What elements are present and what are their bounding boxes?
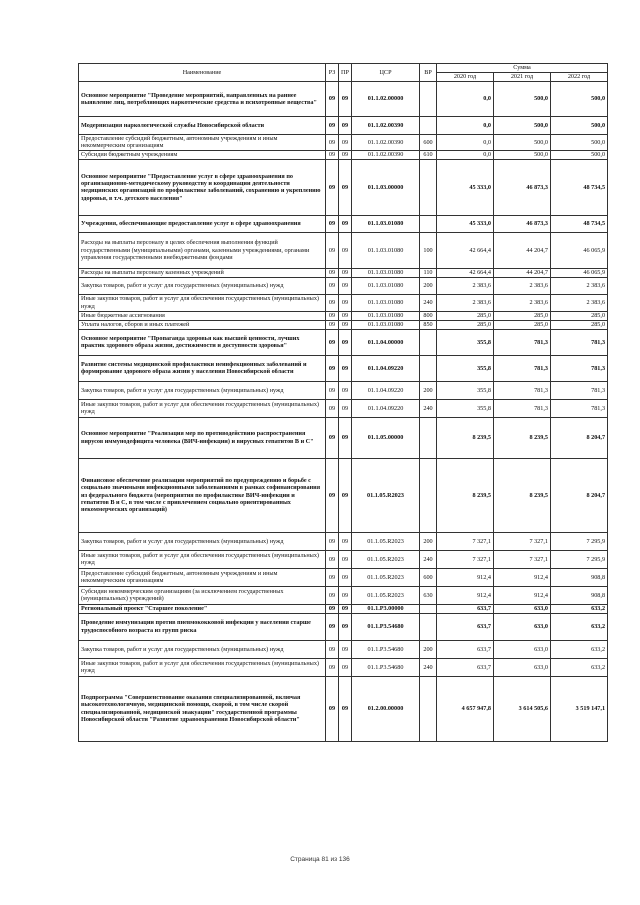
row-vr: 600 [420, 568, 437, 586]
row-name: Основное мероприятие "Пропаганда здоровья как высшей ценности, лучших практик здорового образа жизни, достижимости и доступности здоровья" [79, 329, 326, 355]
row-rz: 09 [326, 329, 339, 355]
table-row [79, 329, 608, 355]
row-sum-2021: 633,0 [494, 640, 551, 658]
row-vr: 200 [420, 277, 437, 294]
row-name: Иные закупки товаров, работ и услуг для обеспечения государственных (муниципальных) нужд [79, 550, 326, 568]
row-sum-2021: 500,0 [494, 150, 551, 159]
row-csr: 01.1.02.00390 [352, 135, 420, 151]
row-vr: 240 [420, 658, 437, 676]
row-sum-2021: 633,0 [494, 604, 551, 613]
row-sum-2022: 908,8 [551, 568, 608, 586]
row-sum-2020: 0,0 [437, 117, 494, 135]
row-pr: 09 [339, 568, 352, 586]
row-rz: 09 [326, 568, 339, 586]
row-vr [420, 417, 437, 458]
row-rz: 09 [326, 82, 339, 117]
row-sum-2022: 8 204,7 [551, 458, 608, 532]
row-csr: 01.1.P3.00000 [352, 604, 420, 613]
row-sum-2022: 500,0 [551, 150, 608, 159]
row-vr [420, 329, 437, 355]
row-csr: 01.1.03.01080 [352, 294, 420, 311]
row-name: Проведение иммунизации против пневмококковой инфекции у населения старше трудоспособного возраста из групп риска [79, 613, 326, 640]
row-vr [420, 215, 437, 232]
row-vr: 110 [420, 268, 437, 277]
row-csr: 01.1.05.R2023 [352, 458, 420, 532]
table-row [79, 613, 608, 640]
row-csr: 01.1.P3.54680 [352, 658, 420, 676]
row-rz: 09 [326, 232, 339, 268]
row-vr [420, 159, 437, 215]
row-rz: 09 [326, 268, 339, 277]
header-name: Наименование [79, 64, 326, 82]
row-sum-2020: 0,0 [437, 150, 494, 159]
row-pr: 09 [339, 532, 352, 550]
row-name: Предоставление субсидий бюджетным, автономным учреждениям и иным некоммерческим организациям [79, 135, 326, 151]
row-sum-2022: 781,3 [551, 381, 608, 399]
row-name: Основное мероприятие "Проведение мероприятий, направленных на раннее выявление лиц, потребляющих наркотические средства и психотропные вещества" [79, 82, 326, 117]
row-rz: 09 [326, 640, 339, 658]
row-vr: 240 [420, 550, 437, 568]
row-sum-2022: 7 295,9 [551, 550, 608, 568]
row-pr: 09 [339, 458, 352, 532]
row-name: Субсидии бюджетным учреждениям [79, 150, 326, 159]
row-pr: 09 [339, 117, 352, 135]
row-sum-2022: 500,0 [551, 82, 608, 117]
row-sum-2020: 0,0 [437, 135, 494, 151]
row-rz: 09 [326, 458, 339, 532]
row-sum-2021: 912,4 [494, 586, 551, 604]
row-sum-2022: 500,0 [551, 135, 608, 151]
row-sum-2020: 633,7 [437, 604, 494, 613]
row-rz: 09 [326, 604, 339, 613]
table-row [79, 82, 608, 117]
row-name: Закупка товаров, работ и услуг для государственных (муниципальных) нужд [79, 640, 326, 658]
table-row [79, 311, 608, 320]
row-sum-2020: 45 333,0 [437, 215, 494, 232]
row-csr: 01.1.04.09220 [352, 399, 420, 417]
row-sum-2020: 355,8 [437, 399, 494, 417]
table-row [79, 550, 608, 568]
table-row [79, 676, 608, 741]
table-row [79, 277, 608, 294]
row-rz: 09 [326, 320, 339, 329]
row-sum-2021: 912,4 [494, 568, 551, 586]
row-csr: 01.2.00.00000 [352, 676, 420, 741]
row-sum-2020: 355,8 [437, 329, 494, 355]
row-pr: 09 [339, 399, 352, 417]
header-year-2021: 2021 год [494, 73, 551, 82]
row-rz: 09 [326, 550, 339, 568]
row-sum-2022: 48 734,5 [551, 159, 608, 215]
row-vr: 200 [420, 640, 437, 658]
row-pr: 09 [339, 135, 352, 151]
row-rz: 09 [326, 399, 339, 417]
row-vr: 630 [420, 586, 437, 604]
table-row [79, 294, 608, 311]
row-sum-2020: 4 657 947,8 [437, 676, 494, 741]
row-sum-2020: 912,4 [437, 586, 494, 604]
row-vr: 850 [420, 320, 437, 329]
row-name: Закупка товаров, работ и услуг для государственных (муниципальных) нужд [79, 532, 326, 550]
row-name: Иные закупки товаров, работ и услуг для обеспечения государственных (муниципальных) нужд [79, 399, 326, 417]
row-sum-2022: 908,8 [551, 586, 608, 604]
row-csr: 01.1.05.00000 [352, 417, 420, 458]
table-row [79, 355, 608, 381]
table-row [79, 417, 608, 458]
row-sum-2020: 633,7 [437, 640, 494, 658]
table-row [79, 150, 608, 159]
row-sum-2021: 781,3 [494, 399, 551, 417]
row-sum-2022: 2 383,6 [551, 277, 608, 294]
row-sum-2021: 8 239,5 [494, 417, 551, 458]
row-name: Предоставление субсидий бюджетным, автономным учреждениям и иным некоммерческим организациям [79, 568, 326, 586]
table-row [79, 658, 608, 676]
row-sum-2021: 7 327,1 [494, 550, 551, 568]
table-row [79, 117, 608, 135]
row-csr: 01.1.03.01080 [352, 320, 420, 329]
row-csr: 01.1.02.00390 [352, 117, 420, 135]
row-pr: 09 [339, 311, 352, 320]
budget-table-container [78, 63, 607, 742]
row-sum-2020: 8 239,5 [437, 417, 494, 458]
row-sum-2021: 781,3 [494, 381, 551, 399]
header-rz: РЗ [326, 64, 339, 82]
row-vr: 200 [420, 381, 437, 399]
row-pr: 09 [339, 613, 352, 640]
row-name: Иные закупки товаров, работ и услуг для обеспечения государственных (муниципальных) нужд [79, 294, 326, 311]
row-sum-2021: 44 204,7 [494, 232, 551, 268]
row-rz: 09 [326, 117, 339, 135]
row-sum-2020: 912,4 [437, 568, 494, 586]
row-pr: 09 [339, 381, 352, 399]
row-csr: 01.1.P3.54680 [352, 613, 420, 640]
row-sum-2020: 355,8 [437, 381, 494, 399]
row-sum-2022: 500,0 [551, 117, 608, 135]
row-sum-2022: 285,0 [551, 311, 608, 320]
row-sum-2022: 48 734,5 [551, 215, 608, 232]
row-pr: 09 [339, 586, 352, 604]
row-vr [420, 82, 437, 117]
row-csr: 01.1.05.R2023 [352, 550, 420, 568]
row-vr: 240 [420, 399, 437, 417]
row-sum-2022: 3 519 147,1 [551, 676, 608, 741]
row-name: Расходы на выплаты персоналу в целях обеспечения выполнения функций государственными (муниципальными) органами, казенными учреждениями, органами управления государственными внебюджетными фондами [79, 232, 326, 268]
row-vr: 610 [420, 150, 437, 159]
budget-table [78, 63, 608, 742]
row-pr: 09 [339, 329, 352, 355]
row-rz: 09 [326, 586, 339, 604]
row-sum-2022: 46 065,9 [551, 268, 608, 277]
row-rz: 09 [326, 311, 339, 320]
row-name: Уплата налогов, сборов и иных платежей [79, 320, 326, 329]
row-sum-2020: 7 327,1 [437, 532, 494, 550]
row-name: Закупка товаров, работ и услуг для государственных (муниципальных) нужд [79, 277, 326, 294]
row-vr [420, 458, 437, 532]
row-sum-2021: 500,0 [494, 117, 551, 135]
row-sum-2022: 633,2 [551, 604, 608, 613]
row-csr: 01.1.04.09220 [352, 355, 420, 381]
table-body [79, 82, 608, 742]
row-rz: 09 [326, 355, 339, 381]
page-number: Страница 81 из 136 [290, 856, 350, 863]
row-pr: 09 [339, 550, 352, 568]
row-sum-2022: 285,0 [551, 320, 608, 329]
row-sum-2021: 8 239,5 [494, 458, 551, 532]
row-pr: 09 [339, 294, 352, 311]
row-rz: 09 [326, 135, 339, 151]
row-sum-2020: 42 664,4 [437, 232, 494, 268]
row-csr: 01.1.05.R2023 [352, 568, 420, 586]
row-pr: 09 [339, 604, 352, 613]
row-sum-2022: 46 065,9 [551, 232, 608, 268]
table-row [79, 399, 608, 417]
row-pr: 09 [339, 640, 352, 658]
row-rz: 09 [326, 417, 339, 458]
table-row [79, 215, 608, 232]
row-vr: 200 [420, 532, 437, 550]
row-csr: 01.1.02.00390 [352, 150, 420, 159]
row-rz: 09 [326, 613, 339, 640]
row-sum-2022: 8 204,7 [551, 417, 608, 458]
row-name: Субсидии некоммерческим организациям (за исключением государственных (муниципальных) учреждений) [79, 586, 326, 604]
row-vr [420, 613, 437, 640]
row-pr: 09 [339, 82, 352, 117]
header-pr: ПР [339, 64, 352, 82]
row-csr: 01.1.03.01080 [352, 215, 420, 232]
row-csr: 01.1.03.01080 [352, 268, 420, 277]
row-csr: 01.1.05.R2023 [352, 586, 420, 604]
row-vr [420, 355, 437, 381]
row-rz: 09 [326, 215, 339, 232]
table-row [79, 458, 608, 532]
row-sum-2020: 633,7 [437, 613, 494, 640]
row-name: Региональный проект "Старшее поколение" [79, 604, 326, 613]
row-csr: 01.1.03.00000 [352, 159, 420, 215]
table-row [79, 135, 608, 151]
header-year-2022: 2022 год [551, 73, 608, 82]
row-rz: 09 [326, 676, 339, 741]
row-sum-2021: 285,0 [494, 311, 551, 320]
row-sum-2021: 285,0 [494, 320, 551, 329]
row-pr: 09 [339, 277, 352, 294]
row-pr: 09 [339, 232, 352, 268]
row-rz: 09 [326, 658, 339, 676]
row-vr: 240 [420, 294, 437, 311]
row-rz: 09 [326, 277, 339, 294]
row-sum-2021: 633,0 [494, 613, 551, 640]
row-sum-2021: 781,3 [494, 329, 551, 355]
row-name: Основное мероприятие "Реализация мер по противодействию распространения вирусов иммунодефицита человека (ВИЧ-инфекции) и вирусных гепатитов В и С" [79, 417, 326, 458]
header-csr: ЦСР [352, 64, 420, 82]
row-sum-2022: 633,2 [551, 658, 608, 676]
row-sum-2021: 44 204,7 [494, 268, 551, 277]
table-row [79, 381, 608, 399]
table-row [79, 532, 608, 550]
row-name: Основное мероприятие "Предоставление услуг в сфере здравоохранения по организационно-методическому руководству и координации деятельности медицинских организаций по профилактике заболеваний, сохранению и укреплению здоровья, в т.ч. детского населения" [79, 159, 326, 215]
row-name: Расходы на выплаты персоналу казенных учреждений [79, 268, 326, 277]
row-name: Иные закупки товаров, работ и услуг для обеспечения государственных (муниципальных) нужд [79, 658, 326, 676]
row-sum-2021: 500,0 [494, 82, 551, 117]
row-rz: 09 [326, 150, 339, 159]
row-csr: 01.1.03.01080 [352, 232, 420, 268]
row-sum-2020: 0,0 [437, 82, 494, 117]
row-sum-2020: 285,0 [437, 311, 494, 320]
row-sum-2020: 2 383,6 [437, 277, 494, 294]
row-pr: 09 [339, 215, 352, 232]
row-name: Развитие системы медицинской профилактики неинфекционных заболеваний и формирование здорового образа жизни у населения Новосибирской области [79, 355, 326, 381]
row-sum-2022: 781,3 [551, 399, 608, 417]
row-sum-2020: 8 239,5 [437, 458, 494, 532]
row-csr: 01.1.03.01080 [352, 311, 420, 320]
row-sum-2020: 355,8 [437, 355, 494, 381]
row-rz: 09 [326, 532, 339, 550]
row-csr: 01.1.02.00000 [352, 82, 420, 117]
row-pr: 09 [339, 658, 352, 676]
row-sum-2021: 7 327,1 [494, 532, 551, 550]
row-pr: 09 [339, 268, 352, 277]
row-sum-2021: 781,3 [494, 355, 551, 381]
table-row [79, 232, 608, 268]
row-name: Закупка товаров, работ и услуг для государственных (муниципальных) нужд [79, 381, 326, 399]
row-pr: 09 [339, 159, 352, 215]
row-pr: 09 [339, 320, 352, 329]
row-csr: 01.1.P3.54680 [352, 640, 420, 658]
table-row [79, 586, 608, 604]
row-csr: 01.1.04.09220 [352, 381, 420, 399]
row-sum-2021: 46 873,3 [494, 215, 551, 232]
header-sum: Сумма [437, 64, 608, 73]
row-vr: 800 [420, 311, 437, 320]
row-sum-2020: 2 383,6 [437, 294, 494, 311]
row-sum-2022: 781,3 [551, 355, 608, 381]
row-sum-2020: 633,7 [437, 658, 494, 676]
row-sum-2020: 42 664,4 [437, 268, 494, 277]
row-sum-2022: 633,2 [551, 640, 608, 658]
row-name: Учреждения, обеспечивающие предоставление услуг в сфере здравоохранения [79, 215, 326, 232]
row-vr [420, 117, 437, 135]
row-rz: 09 [326, 294, 339, 311]
header-year-2020: 2020 год [437, 73, 494, 82]
row-name: Модернизация наркологической службы Новосибирской области [79, 117, 326, 135]
row-name: Иные бюджетные ассигнования [79, 311, 326, 320]
row-name: Финансовое обеспечение реализации мероприятий по предупреждению и борьбе с социально значимыми инфекционными заболеваниями в рамках софинансирования из федерального бюджета (мероприятия по профилактике ВИЧ-инфекции и гепатитов В и С, в том числе с привлечением социально ориентированных некоммерческих организаций) [79, 458, 326, 532]
table-row [79, 604, 608, 613]
table-row [79, 640, 608, 658]
row-sum-2022: 7 295,9 [551, 532, 608, 550]
row-pr: 09 [339, 676, 352, 741]
header-vr: ВР [420, 64, 437, 82]
row-vr [420, 676, 437, 741]
row-sum-2021: 2 383,6 [494, 294, 551, 311]
row-csr: 01.1.04.00000 [352, 329, 420, 355]
row-csr: 01.1.03.01080 [352, 277, 420, 294]
row-pr: 09 [339, 150, 352, 159]
row-pr: 09 [339, 355, 352, 381]
row-csr: 01.1.05.R2023 [352, 532, 420, 550]
row-sum-2021: 500,0 [494, 135, 551, 151]
row-name: Подпрограмма "Совершенствование оказания специализированной, включая высокотехнологичную, медицинской помощи, скорой, в том числе скорой специализированной, медицинской эвакуации" государственной программы Новосибирской области "Развитие здравоохранения Новосибирской области" [79, 676, 326, 741]
table-row [79, 320, 608, 329]
table-row [79, 268, 608, 277]
row-sum-2021: 3 614 505,6 [494, 676, 551, 741]
row-rz: 09 [326, 381, 339, 399]
row-vr: 100 [420, 232, 437, 268]
row-sum-2021: 633,0 [494, 658, 551, 676]
row-vr [420, 604, 437, 613]
table-row [79, 159, 608, 215]
table-row [79, 568, 608, 586]
row-sum-2020: 285,0 [437, 320, 494, 329]
row-sum-2020: 45 333,0 [437, 159, 494, 215]
row-sum-2022: 781,3 [551, 329, 608, 355]
row-pr: 09 [339, 417, 352, 458]
row-sum-2022: 633,2 [551, 613, 608, 640]
row-sum-2021: 46 873,3 [494, 159, 551, 215]
row-vr: 600 [420, 135, 437, 151]
row-rz: 09 [326, 159, 339, 215]
row-sum-2020: 7 327,1 [437, 550, 494, 568]
row-sum-2022: 2 383,6 [551, 294, 608, 311]
row-sum-2021: 2 383,6 [494, 277, 551, 294]
